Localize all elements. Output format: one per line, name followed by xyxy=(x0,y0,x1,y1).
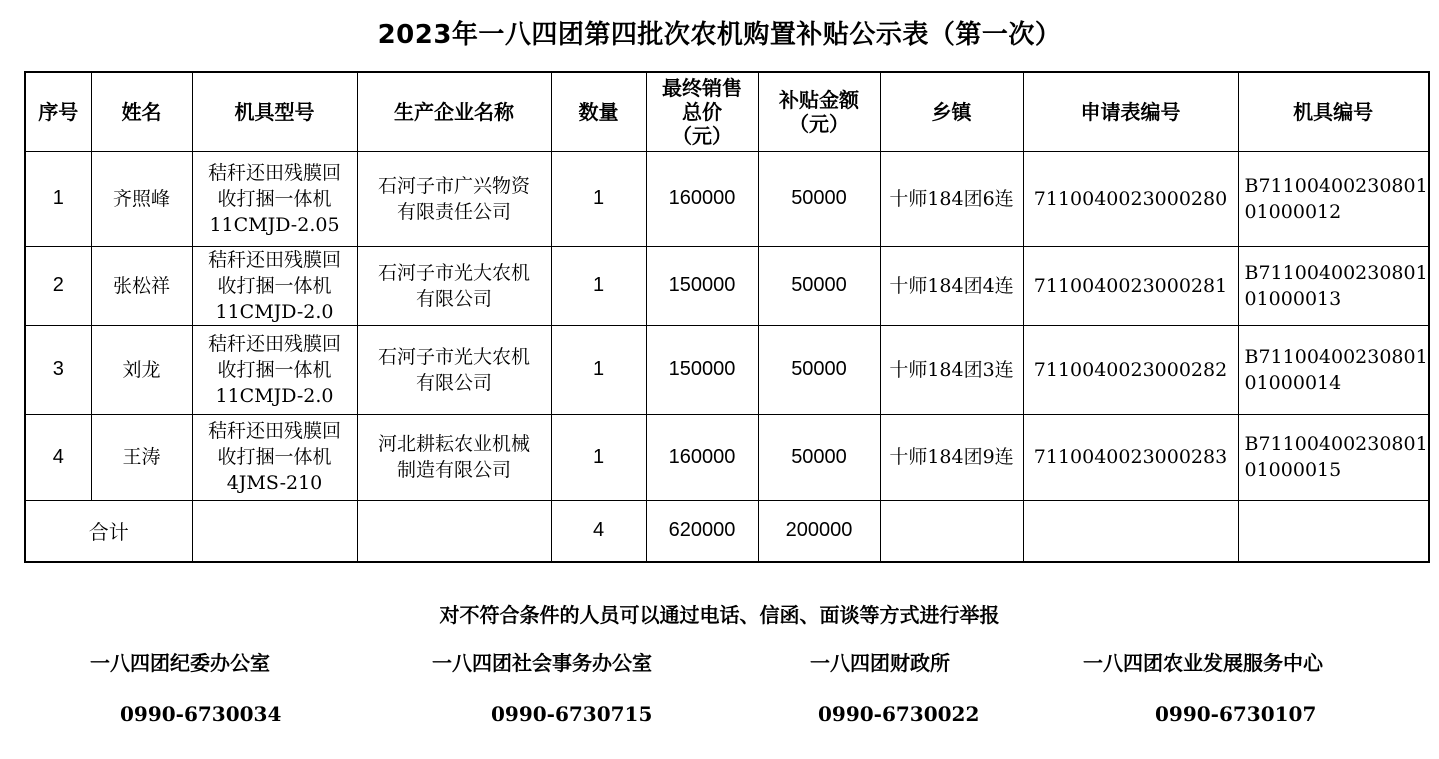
total-empty-cell xyxy=(192,500,357,562)
header-name: 姓名 xyxy=(91,72,192,151)
model-line: 秸秆还田残膜回 xyxy=(207,248,341,271)
cell-qty: 1 xyxy=(551,246,646,325)
machine-no-line: 01000013 xyxy=(1244,287,1342,310)
header-price xyxy=(646,72,758,151)
total-empty-cell xyxy=(357,500,551,562)
office-phone: 0990-6730034 xyxy=(120,702,282,726)
model-line: 收打捆一体机 xyxy=(217,274,332,297)
cell-price: 160000 xyxy=(646,414,758,500)
machine-no-line: 01000014 xyxy=(1244,371,1342,394)
cell-company xyxy=(357,414,551,500)
header-machine-no: 机具编号 xyxy=(1238,72,1429,151)
header-subsidy-line: （元） xyxy=(789,111,849,136)
table-row xyxy=(25,246,1429,325)
cell-price: 160000 xyxy=(646,151,758,246)
header-price-line: 总价 xyxy=(682,99,722,124)
model-line: 11CMJD-2.05 xyxy=(209,213,340,236)
machine-no-line: B71100400230801 xyxy=(1244,174,1428,197)
company-line: 石河子市光大农机 xyxy=(377,345,530,368)
cell-machine-no xyxy=(1238,151,1429,246)
model-line: 11CMJD-2.0 xyxy=(215,300,334,323)
cell-seq: 3 xyxy=(25,325,91,414)
header-subsidy-line: 补贴金额 xyxy=(779,87,859,112)
cell-app-no: 7110040023000281 xyxy=(1023,246,1238,325)
header-company: 生产企业名称 xyxy=(357,72,551,151)
cell-model xyxy=(192,325,357,414)
cell-seq: 2 xyxy=(25,246,91,325)
cell-town: 十师184团4连 xyxy=(880,246,1023,325)
company-line: 石河子市光大农机 xyxy=(377,261,530,284)
office-phone: 0990-6730107 xyxy=(1155,702,1317,726)
cell-name: 刘龙 xyxy=(91,325,192,414)
cell-town: 十师184团9连 xyxy=(880,414,1023,500)
machine-no-line: B71100400230801 xyxy=(1244,261,1428,284)
cell-qty: 1 xyxy=(551,151,646,246)
report-notice: 对不符合条件的人员可以通过电话、信函、面谈等方式进行举报 xyxy=(439,603,1000,627)
office-name: 一八四团纪委办公室 xyxy=(90,651,270,675)
cell-price: 150000 xyxy=(646,325,758,414)
total-subsidy: 200000 xyxy=(758,500,880,562)
total-empty-cell xyxy=(1023,500,1238,562)
cell-name: 王涛 xyxy=(91,414,192,500)
cell-seq: 4 xyxy=(25,414,91,500)
company-line: 河北耕耘农业机械 xyxy=(377,433,530,455)
header-seq: 序号 xyxy=(25,72,91,151)
header-price-line: 最终销售 xyxy=(662,75,742,100)
office-name: 一八四团农业发展服务中心 xyxy=(1083,651,1323,675)
total-label: 合计 xyxy=(25,500,192,562)
table-row xyxy=(25,325,1429,414)
cell-machine-no xyxy=(1238,246,1429,325)
model-line: 收打捆一体机 xyxy=(217,358,332,381)
header-model: 机具型号 xyxy=(192,72,357,151)
office-name: 一八四团社会事务办公室 xyxy=(432,651,652,675)
total-row xyxy=(25,500,1429,562)
machine-no-line: 01000012 xyxy=(1244,200,1342,223)
model-line: 11CMJD-2.0 xyxy=(215,384,334,407)
cell-subsidy: 50000 xyxy=(758,151,880,246)
cell-model xyxy=(192,246,357,325)
cell-qty: 1 xyxy=(551,414,646,500)
cell-company xyxy=(357,151,551,246)
company-line: 石河子市广兴物资 xyxy=(377,174,530,197)
cell-model xyxy=(192,414,357,500)
office-phone: 0990-6730715 xyxy=(491,702,653,726)
header-row xyxy=(25,72,1429,151)
model-line: 秸秆还田残膜回 xyxy=(207,420,341,442)
cell-qty: 1 xyxy=(551,325,646,414)
company-line: 有限公司 xyxy=(415,287,492,310)
cell-seq: 1 xyxy=(25,151,91,246)
header-subsidy xyxy=(758,72,880,151)
model-line: 收打捆一体机 xyxy=(217,187,332,210)
cell-town: 十师184团6连 xyxy=(880,151,1023,246)
cell-subsidy: 50000 xyxy=(758,414,880,500)
machine-no-line: B71100400230801 xyxy=(1244,433,1428,455)
cell-app-no: 7110040023000280 xyxy=(1023,151,1238,246)
model-line: 秸秆还田残膜回 xyxy=(207,332,341,355)
office-name: 一八四团财政所 xyxy=(810,651,950,675)
model-line: 收打捆一体机 xyxy=(217,446,332,468)
company-line: 有限责任公司 xyxy=(396,200,511,223)
cell-app-no: 7110040023000282 xyxy=(1023,325,1238,414)
header-town: 乡镇 xyxy=(880,72,1023,151)
cell-name: 齐照峰 xyxy=(91,151,192,246)
cell-price: 150000 xyxy=(646,246,758,325)
total-qty: 4 xyxy=(551,500,646,562)
table-row xyxy=(25,414,1429,500)
model-line: 秸秆还田残膜回 xyxy=(207,161,341,184)
page-title: 2023年一八四团第四批次农机购置补贴公示表（第一次） xyxy=(377,20,1062,50)
cell-machine-no xyxy=(1238,325,1429,414)
cell-subsidy: 50000 xyxy=(758,325,880,414)
cell-name: 张松祥 xyxy=(91,246,192,325)
total-price: 620000 xyxy=(646,500,758,562)
machine-no-line: 01000015 xyxy=(1244,459,1342,481)
machine-no-line: B71100400230801 xyxy=(1244,345,1428,368)
header-price-line: （元） xyxy=(672,123,732,148)
header-app-no: 申请表编号 xyxy=(1023,72,1238,151)
company-line: 有限公司 xyxy=(415,371,492,394)
cell-town: 十师184团3连 xyxy=(880,325,1023,414)
company-line: 制造有限公司 xyxy=(396,459,511,481)
total-empty-cell xyxy=(880,500,1023,562)
total-empty-cell xyxy=(1238,500,1429,562)
cell-company xyxy=(357,325,551,414)
cell-company xyxy=(357,246,551,325)
cell-model xyxy=(192,151,357,246)
model-line: 4JMS-210 xyxy=(226,472,323,494)
header-qty: 数量 xyxy=(551,72,646,151)
subsidy-table xyxy=(24,71,1430,563)
cell-subsidy: 50000 xyxy=(758,246,880,325)
cell-app-no: 7110040023000283 xyxy=(1023,414,1238,500)
cell-machine-no xyxy=(1238,414,1429,500)
table-row xyxy=(25,151,1429,246)
office-phone: 0990-6730022 xyxy=(818,702,980,726)
